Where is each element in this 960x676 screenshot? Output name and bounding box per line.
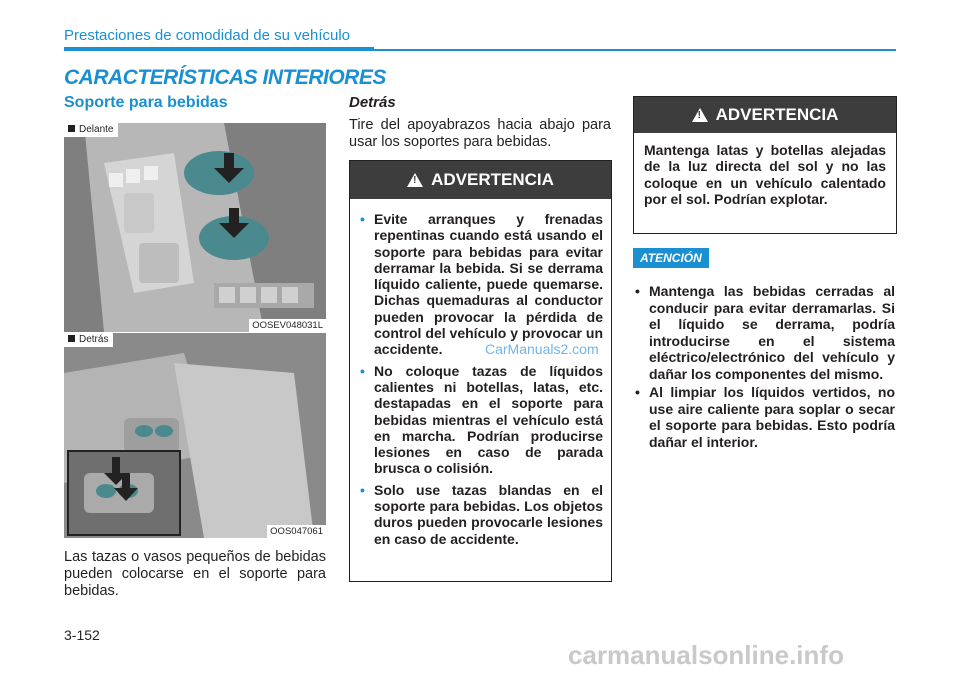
figure-front-cupholder	[64, 123, 326, 332]
rear-heading: Detrás	[349, 94, 396, 111]
section-title: CARACTERÍSTICAS INTERIORES	[64, 66, 386, 89]
figure-code: OOS047061	[267, 525, 326, 538]
atencion-item: • Al limpiar los líquidos vertidos, no use aire caliente para soplar o secar el soporte para bebidas. Esto podría dañar el interior.	[633, 384, 895, 450]
footer-watermark: carmanualsonline.info	[568, 640, 844, 670]
warning-icon: !	[692, 108, 708, 122]
warning-item: • No coloque tazas de líquidos calientes ni botellas, latas, etc. destapadas en el soporte para bebidas mientras el vehículo está en marcha. Podrían producirse lesiones en caso de parada brusca o colisión.	[360, 363, 603, 477]
figure-rear-cupholder	[64, 333, 326, 538]
warning-item: • Evite arranques y frenadas repentinas cuando está usando el soporte para bebidas para evitar derramar la bebida. Si se derrama líquido caliente, puede quemarse. Dichas quemaduras al conductor pueden provocar la pérdida de control del vehículo y provocar un accidente.	[360, 211, 603, 358]
figure-tag: Delante	[64, 123, 118, 137]
atencion-label: ATENCIÓN	[633, 248, 709, 268]
warning-header	[634, 97, 896, 133]
chapter-title: Prestaciones de comodidad de su vehículo	[64, 27, 351, 44]
atencion-item: • Mantenga las bebidas cerradas al conducir para evitar derramarlas. Si el líquido se derrama, podría introducirse en el sistema eléctrico/electrónico del vehículo y dañar los componentes del mismo.	[633, 283, 895, 382]
figure-code: OOSEV048031L	[249, 319, 326, 332]
warning-box-right	[633, 96, 897, 234]
atencion-list	[633, 283, 895, 452]
warning-text: Mantenga latas y botellas alejadas de la luz directa del sol y no las coloque en un vehículo calentado por el sol. Podrían explotar.	[644, 142, 886, 207]
header-rule-thick	[64, 47, 374, 51]
header-rule-thin	[374, 49, 896, 51]
overlay-watermark: CarManuals2.com	[485, 341, 599, 357]
left-paragraph: Las tazas o vasos pequeños de bebidas pueden colocarse en el soporte para bebidas.	[64, 549, 326, 599]
warning-box-mid	[349, 160, 612, 582]
warning-list	[350, 199, 611, 547]
warning-icon: !	[407, 173, 423, 187]
warning-header	[350, 161, 611, 199]
rear-paragraph: Tire del apoyabrazos hacia abajo para usar los soportes para bebidas.	[349, 117, 611, 150]
warning-title: ADVERTENCIA	[715, 105, 839, 124]
warning-item: • Solo use tazas blandas en el soporte para bebidas. Los objetos duros pueden provocarle lesiones en caso de accidente.	[360, 482, 603, 547]
page-number: 3-152	[64, 627, 100, 643]
subsection-title: Soporte para bebidas	[64, 94, 228, 111]
front-console-illustration	[64, 123, 326, 332]
warning-title: ADVERTENCIA	[431, 170, 554, 189]
rear-armrest-illustration	[64, 333, 326, 538]
figure-tag: Detrás	[64, 333, 113, 347]
